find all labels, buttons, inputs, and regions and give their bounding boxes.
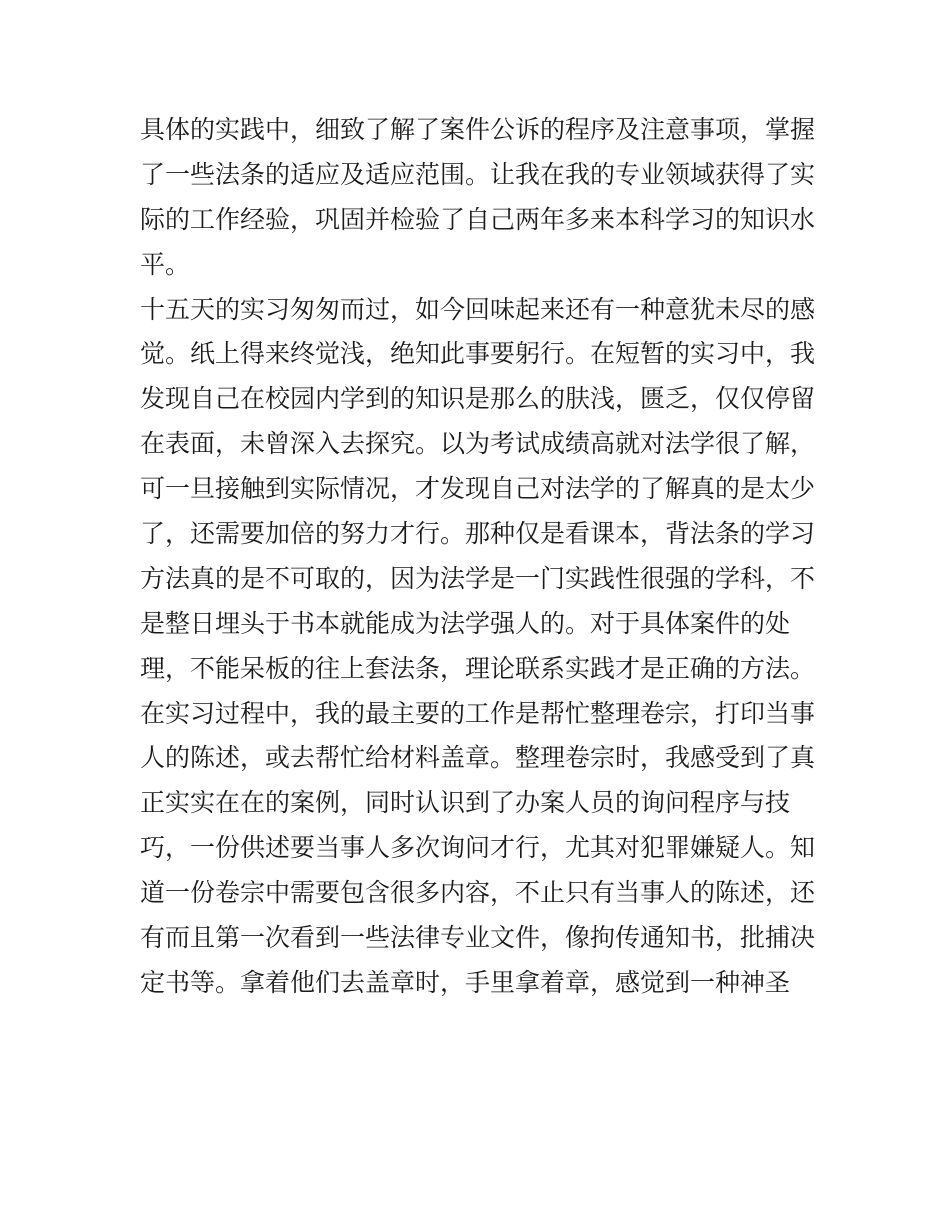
document-body: [140, 108, 820, 1006]
text-line: 际的工作经验，巩固并检验了自己两年多来本科学习的知识水: [140, 204, 816, 234]
text-line: 了一些法条的适应及适应范围。让我在我的专业领域获得了实: [140, 159, 816, 189]
text-line: 平。: [140, 249, 191, 279]
text-line: 了，还需要加倍的努力才行。那种仅是看课本，背法条的学习: [140, 519, 816, 549]
text-line: 在实习过程中，我的最主要的工作是帮忙整理卷宗，打印当事: [140, 698, 816, 728]
text-line: 理，不能呆板的往上套法条，理论联系实践才是正确的方法。: [140, 653, 816, 683]
text-line: 觉。纸上得来终觉浅，绝知此事要躬行。在短暂的实习中，我: [140, 339, 816, 369]
text-line: 巧，一份供述要当事人多次询问才行，尤其对犯罪嫌疑人。知: [140, 833, 816, 863]
text-line: 在表面，未曾深入去探究。以为考试成绩高就对法学很了解，: [140, 429, 816, 459]
text-line: 可一旦接触到实际情况，才发现自己对法学的了解真的是太少: [140, 474, 816, 504]
text-line: 有而且第一次看到一些法律专业文件，像拘传通知书，批捕决: [140, 923, 816, 953]
text-line: 发现自己在校园内学到的知识是那么的肤浅，匮乏，仅仅停留: [140, 384, 816, 414]
text-line: 定书等。拿着他们去盖章时，手里拿着章，感觉到一种神圣: [140, 967, 791, 997]
text-line: 人的陈述，或去帮忙给材料盖章。整理卷宗时，我感受到了真: [140, 743, 816, 773]
text-line: 道一份卷宗中需要包含很多内容，不止只有当事人的陈述，还: [140, 878, 816, 908]
text-line: 十五天的实习匆匆而过，如今回味起来还有一种意犹未尽的感: [140, 294, 816, 324]
text-line: 具体的实践中，细致了解了案件公诉的程序及注意事项，掌握: [140, 115, 816, 144]
text-line: 是整日埋头于书本就能成为法学强人的。对于具体案件的处: [140, 608, 791, 638]
text-line: 正实实在在的案例，同时认识到了办案人员的询问程序与技: [140, 788, 791, 818]
text-line: 方法真的是不可取的，因为法学是一门实践性很强的学科，不: [140, 563, 816, 593]
